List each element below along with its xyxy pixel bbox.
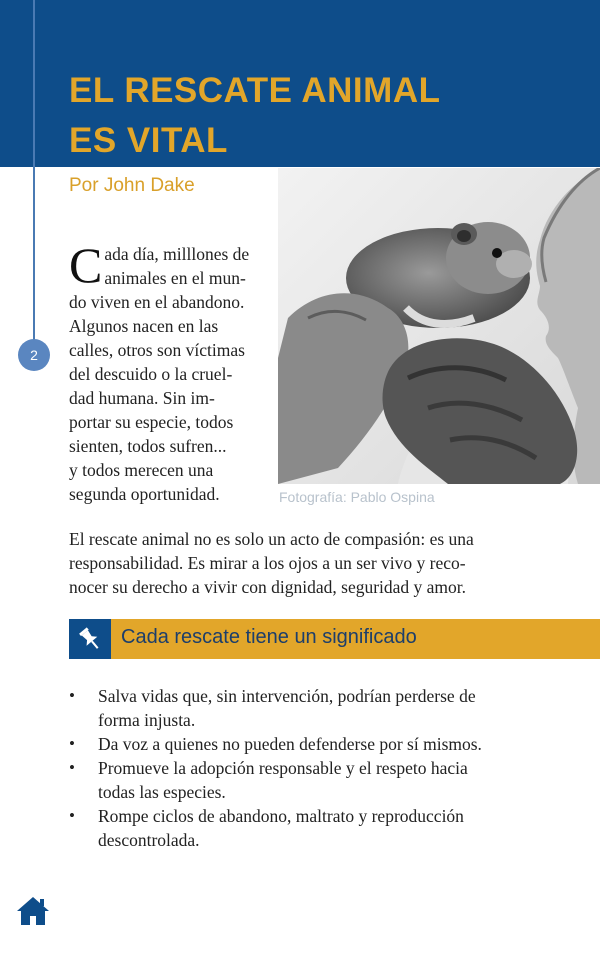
bullet-dot: • <box>69 686 75 705</box>
intro-paragraph <box>69 237 274 506</box>
intro-line: Algunos nacen en las <box>69 316 219 336</box>
body-paragraph <box>69 527 569 599</box>
photo-caption: Fotografía: Pablo Ospina <box>279 489 435 505</box>
list-item <box>69 732 589 756</box>
list-item <box>69 804 589 852</box>
intro-line: y todos merecen una <box>69 460 214 480</box>
intro-line: del descuido o la cruel- <box>69 364 233 384</box>
intro-line: do viven en el abandono. <box>69 292 245 312</box>
bullet-list <box>69 684 589 852</box>
list-item-line: descontrolada. <box>98 830 200 850</box>
intro-line: segunda oportunidad. <box>69 484 220 504</box>
list-item-line: Promueve la adopción responsable y el respeto hacia <box>98 758 468 778</box>
section-heading: Cada rescate tiene un significado <box>121 626 417 648</box>
paragraph-line: El rescate animal no es solo un acto de compasión: es una <box>69 529 474 549</box>
list-item-line: Rompe ciclos de abandono, maltrato y reproducción <box>98 806 464 826</box>
intro-line: portar su especie, todos <box>69 412 234 432</box>
bullet-dot: • <box>69 806 75 825</box>
bullet-dot: • <box>69 758 75 777</box>
title-line-2: ES VITAL <box>69 121 228 160</box>
bullet-dot: • <box>69 734 75 753</box>
section-banner <box>69 619 600 659</box>
article-title <box>69 66 589 166</box>
intro-line: dad humana. Sin im- <box>69 388 215 408</box>
list-item-line: Salva vidas que, sin intervención, podrían perderse de <box>98 686 476 706</box>
intro-line: sienten, todos sufren... <box>69 436 227 456</box>
intro-line: ada día, milllones de <box>104 244 250 264</box>
hamster-photo <box>278 168 600 484</box>
list-item-line: forma injusta. <box>98 710 196 730</box>
page-number-badge: 2 <box>18 339 50 371</box>
header-band <box>0 0 600 167</box>
list-item-line: todas las especies. <box>98 782 226 802</box>
paragraph-line: nocer su derecho a vivir con dignidad, seguridad y amor. <box>69 577 467 597</box>
pushpin-icon <box>69 619 111 659</box>
drop-cap: C <box>69 237 103 293</box>
title-line-1: EL RESCATE ANIMAL <box>69 71 441 110</box>
intro-line: animales en el mun- <box>104 268 246 288</box>
list-item <box>69 684 589 732</box>
list-item-line: Da voz a quienes no pueden defenderse por sí mismos. <box>98 734 482 754</box>
paragraph-line: responsabilidad. Es mirar a los ojos a un ser vivo y reco- <box>69 553 466 573</box>
intro-line: calles, otros son víctimas <box>69 340 245 360</box>
margin-rule <box>33 0 35 340</box>
author-byline: Por John Dake <box>69 175 195 196</box>
home-icon[interactable] <box>16 895 50 927</box>
list-item <box>69 756 589 804</box>
